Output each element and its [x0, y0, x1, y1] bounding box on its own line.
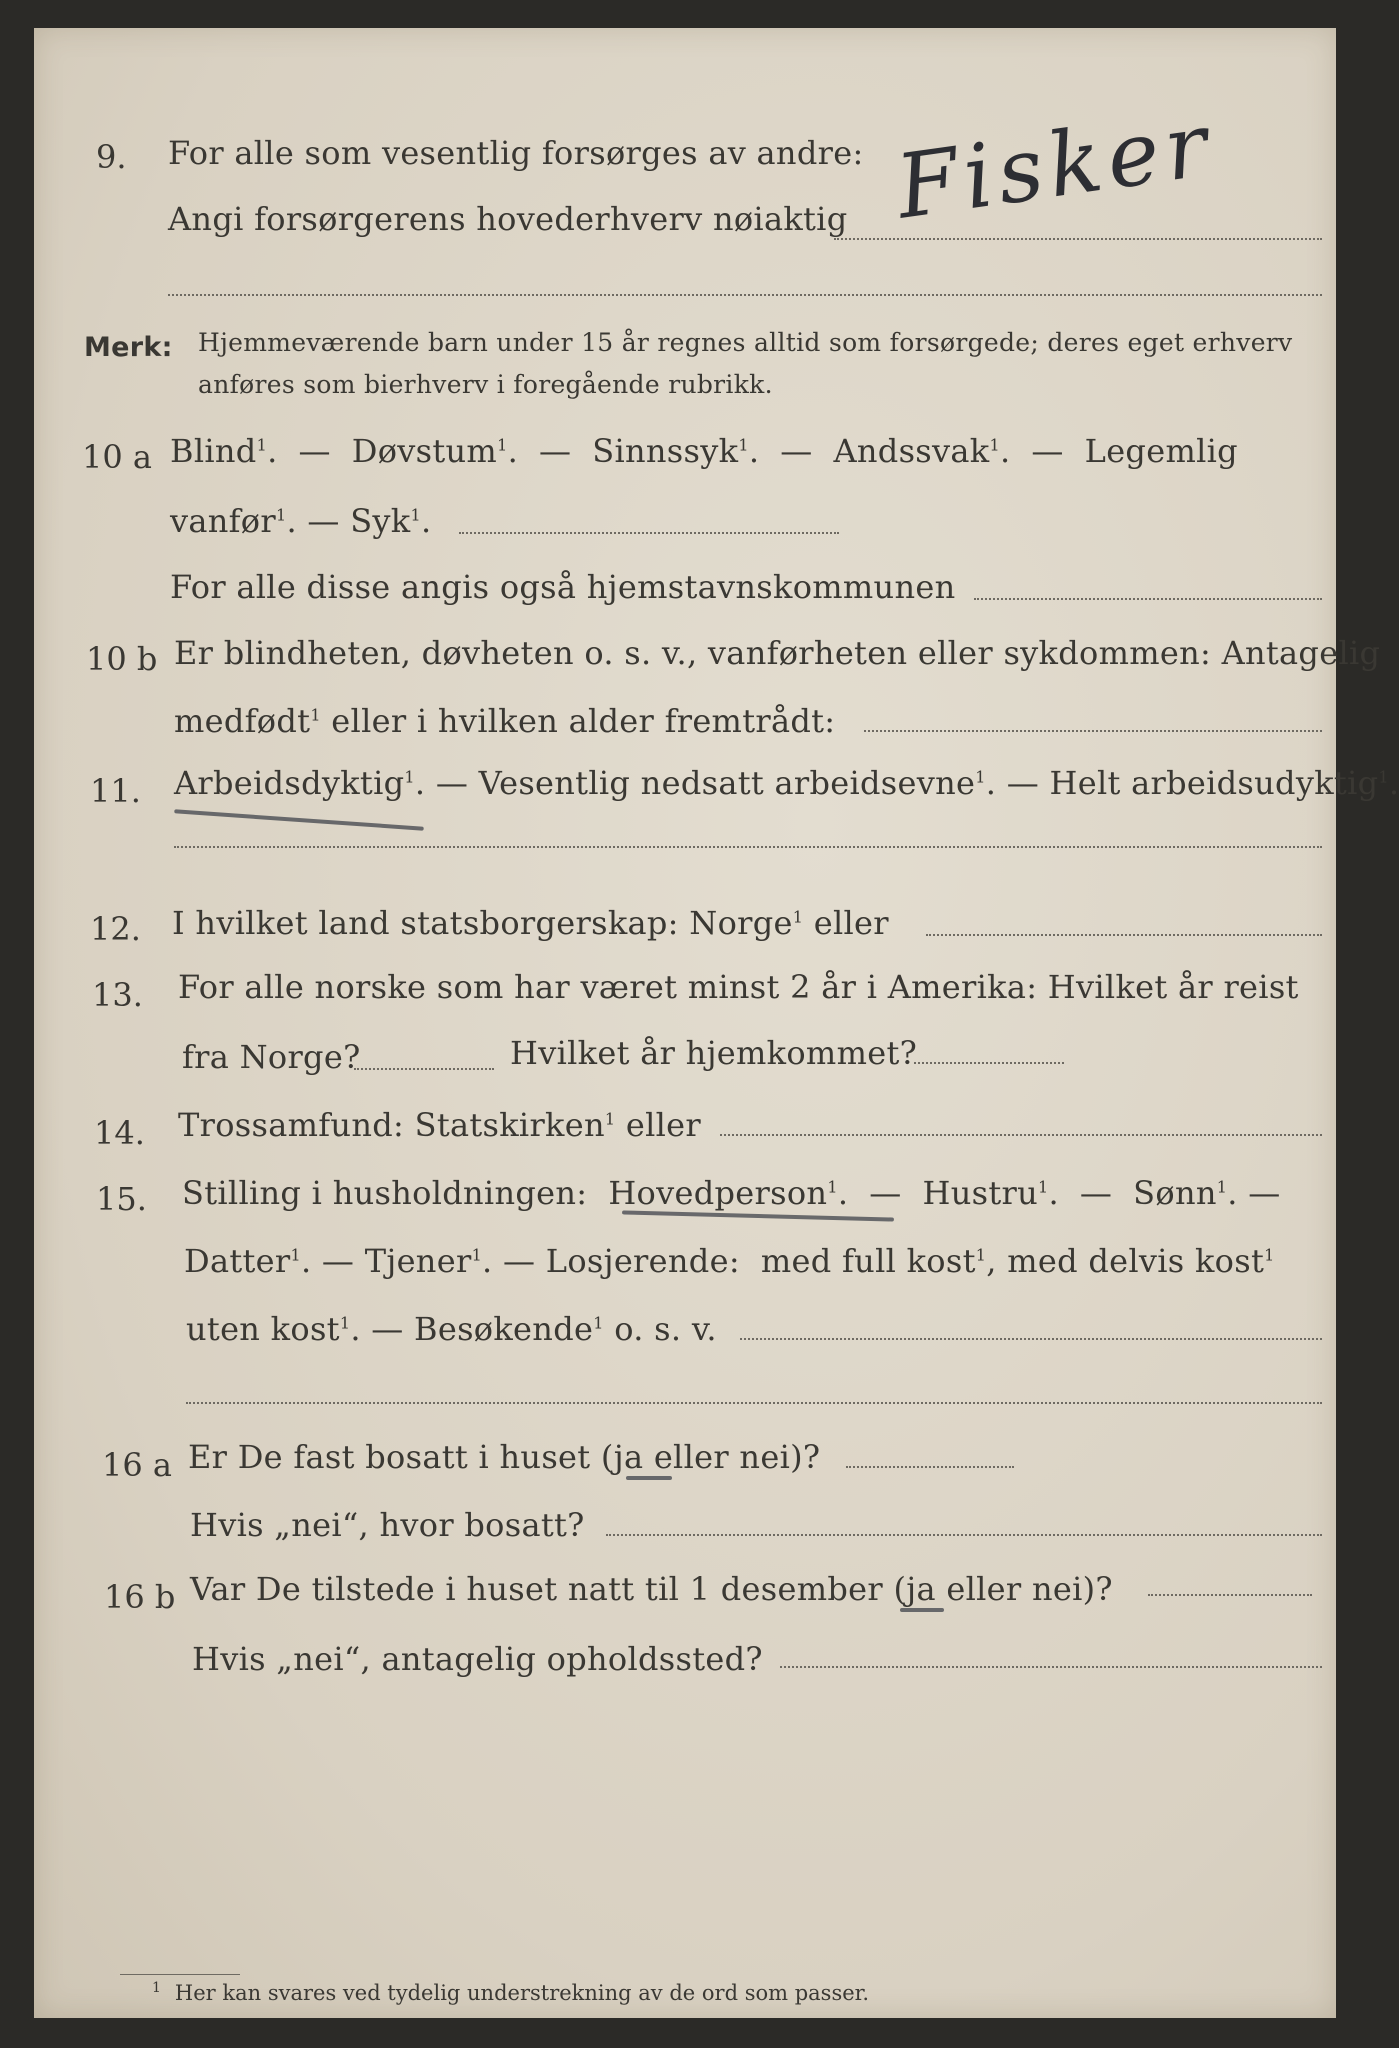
q13-year-left-blank — [354, 1068, 494, 1070]
q16a-line2: Hvis „nei“, hvor bosatt? — [190, 1506, 585, 1544]
q13-line1: For alle norske som har været minst 2 år i Amerika: Hvilket år reist — [178, 968, 1299, 1006]
opt-blind[interactable]: Blind — [170, 432, 257, 470]
q10a-line3-blank — [974, 598, 1322, 600]
q10a-number: 10 a — [82, 438, 152, 476]
q9-extra-line — [168, 294, 1322, 296]
opt-norge[interactable]: Norge — [689, 904, 793, 942]
q16a-pencil-underline — [626, 1476, 672, 1480]
opt-delvis-kost[interactable]: med delvis kost — [1007, 1242, 1265, 1280]
q15-line2: Datter$^1$. — Tjener$^1$. — Losjerende: med full kost$^1$, med delvis kost$^1$ — [184, 1242, 1275, 1280]
opt-sinnssyk[interactable]: Sinnssyk — [592, 432, 739, 470]
q14-number: 14. — [94, 1114, 145, 1152]
opt-legemlig[interactable]: Legemlig — [1084, 432, 1238, 470]
q16a-blank — [846, 1466, 1014, 1468]
opt-dovstum[interactable]: Døvstum — [351, 432, 498, 470]
opt-syk[interactable]: Syk — [350, 502, 411, 540]
opt-arbeidsudyktig[interactable]: Helt arbeidsudyktig — [1049, 764, 1379, 802]
opt-hustru[interactable]: Hustru — [922, 1174, 1039, 1212]
q15-blank — [740, 1338, 1322, 1340]
q16b-line1: Var De tilstede i huset natt til 1 desember (ja eller nei)? — [190, 1570, 1113, 1608]
opt-besokende[interactable]: Besøkende — [414, 1310, 594, 1348]
merk-line1: Hjemmeværende barn under 15 år regnes alltid som forsørgede; deres eget erhverv — [198, 328, 1293, 357]
opt-arbeidsdyktig[interactable]: Arbeidsdyktig — [174, 764, 405, 802]
q14-blank — [720, 1134, 1322, 1136]
q15-line1: Stilling i husholdningen: Hovedperson$^1$. — Hustru$^1$. — Sønn$^1$. — — [182, 1174, 1281, 1212]
q10a-line3: For alle disse angis også hjemstavnskommunen — [170, 568, 956, 606]
opt-medfodt[interactable]: medfødt — [174, 702, 311, 740]
q10b-line2-blank — [864, 730, 1322, 732]
q15-extra-line — [186, 1402, 1322, 1404]
q13-year-returned-blank — [914, 1062, 1064, 1064]
q9-number: 9. — [96, 138, 127, 176]
q12-line: I hvilket land statsborgerskap: Norge$^1$ eller — [172, 904, 889, 942]
q16b-line2: Hvis „nei“, antagelig opholdssted? — [192, 1640, 763, 1678]
opt-16a-ja[interactable]: ja — [613, 1438, 644, 1476]
q10b-number: 10 b — [86, 640, 158, 678]
q16b-blank — [1148, 1594, 1312, 1596]
opt-statskirken[interactable]: Statskirken — [414, 1106, 605, 1144]
opt-sonn[interactable]: Sønn — [1133, 1174, 1217, 1212]
opt-full-kost[interactable]: med full kost — [760, 1242, 976, 1280]
q10a-line2: vanfør$^1$. — Syk$^1$. — [170, 502, 432, 540]
census-form-page — [34, 28, 1399, 2018]
q12-blank — [926, 934, 1322, 936]
q9-line1: For alle som vesentlig forsørges av andre: — [168, 134, 864, 172]
q13-number: 13. — [92, 976, 143, 1014]
q11-number: 11. — [90, 772, 141, 810]
q16a-number: 16 a — [102, 1446, 172, 1484]
merk-label: Merk: — [84, 332, 173, 363]
opt-uten-kost[interactable]: uten kost — [186, 1310, 340, 1348]
q12-number: 12. — [90, 910, 141, 948]
opt-16b-ja[interactable]: ja — [906, 1570, 936, 1608]
q16b-pencil-underline — [900, 1608, 944, 1612]
q9-line2: Angi forsørgerens hovederhverv nøiaktig — [168, 200, 848, 238]
opt-datter[interactable]: Datter — [184, 1242, 291, 1280]
q15-pencil-underline — [622, 1210, 894, 1221]
q10a-line2-blank — [459, 532, 839, 534]
q10b-line1: Er blindheten, døvheten o. s. v., vanførheten eller sykdommen: Antagelig — [174, 634, 1381, 672]
opt-vanfor[interactable]: vanfør — [170, 502, 276, 540]
opt-nedsatt-arbeidsevne[interactable]: Vesentlig nedsatt arbeidsevne — [478, 764, 976, 802]
q13-line2a: fra Norge? — [182, 1038, 361, 1076]
q11-pencil-underline — [174, 809, 424, 830]
q9-handwritten-answer: Fisker — [890, 92, 1220, 239]
q16a-line2-blank — [606, 1534, 1322, 1536]
q10b-line2: medfødt$^1$ eller i hvilken alder fremtrådt: — [174, 702, 836, 740]
opt-hovedperson[interactable]: Hovedperson — [608, 1174, 828, 1212]
q16a-line1: Er De fast bosatt i huset (ja eller nei)? — [188, 1438, 821, 1476]
q15-line3: uten kost$^1$. — Besøkende$^1$ o. s. v. — [186, 1310, 717, 1348]
footnote-rule — [120, 1974, 240, 1975]
q13-line2b: Hvilket år hjemkommet? — [510, 1034, 918, 1072]
q11-line: Arbeidsdyktig$^1$. — Vesentlig nedsatt arbeidsevne$^1$. — Helt arbeidsudyktig$^1$. — [174, 764, 1399, 802]
footnote-mark: 1 — [152, 1980, 161, 1996]
q10a-line1: Blind$^1$. — Døvstum$^1$. — Sinnssyk$^1$. — Andssvak$^1$. — Legemlig — [170, 432, 1238, 470]
footnote — [152, 1980, 869, 2005]
q9-answer-line — [834, 238, 1322, 240]
opt-andssvak[interactable]: Andssvak — [833, 432, 990, 470]
q14-line: Trossamfund: Statskirken$^1$ eller — [178, 1106, 702, 1144]
opt-tjener[interactable]: Tjener — [364, 1242, 472, 1280]
q11-extra-line — [174, 846, 1322, 848]
q15-number: 15. — [96, 1180, 147, 1218]
footnote-text: Her kan svares ved tydelig understrekning av de ord som passer. — [174, 1981, 870, 2005]
q16b-line2-blank — [780, 1666, 1322, 1668]
merk-line2: anføres som bierhverv i foregående rubrikk. — [198, 370, 773, 399]
q16b-number: 16 b — [104, 1578, 176, 1616]
